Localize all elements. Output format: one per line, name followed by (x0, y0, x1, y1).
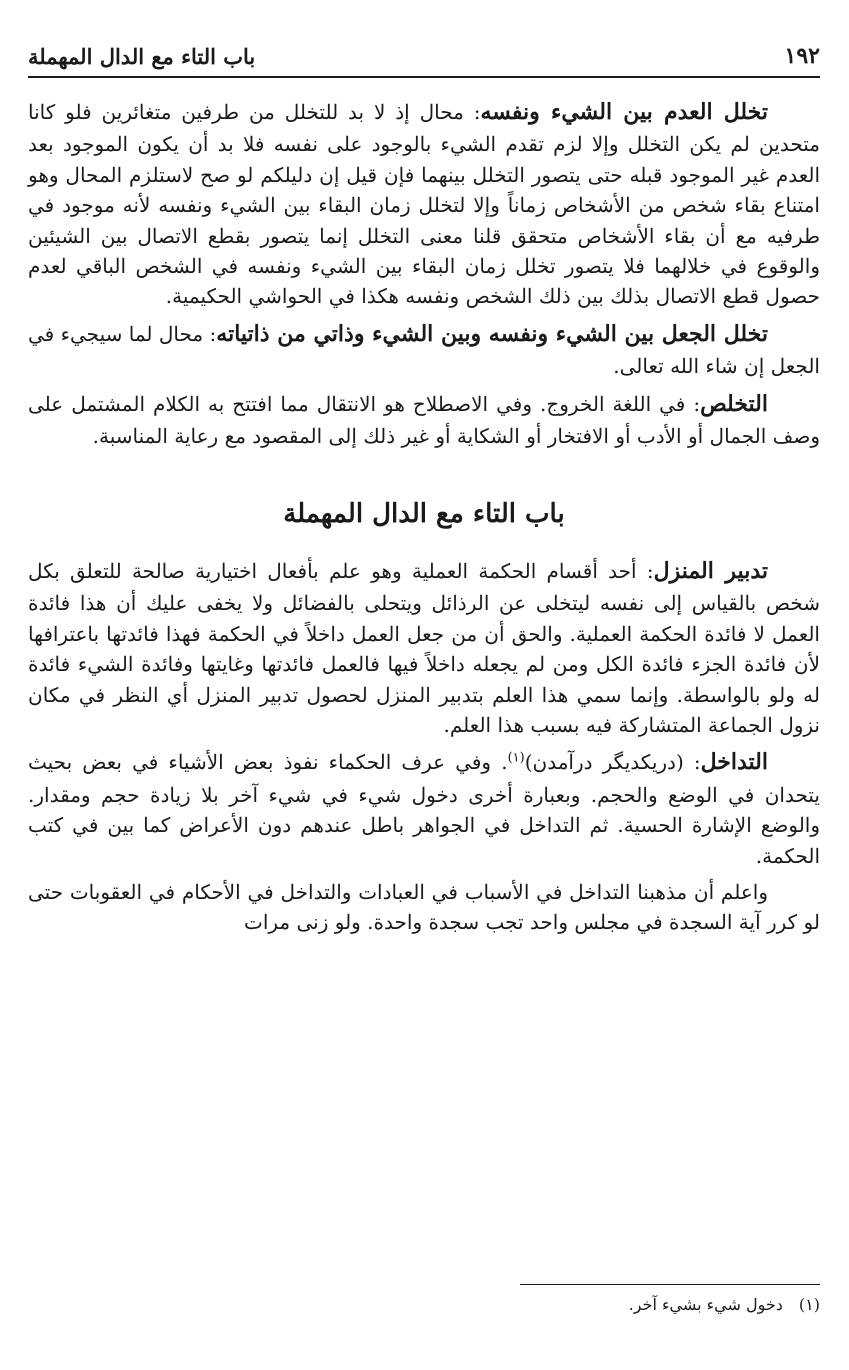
chapter-title: باب التاء مع الدال المهملة (28, 43, 256, 69)
footnote-divider (520, 1284, 820, 1285)
footnote-reference[interactable]: (١) (507, 750, 525, 766)
dictionary-entry (28, 318, 820, 382)
entry-definition: . وفي عرف الحكماء نفوذ بعض الأشياء في بعض بحيث يتحدان في الوضع والحجم. وبعبارة أخرى دخول شيء في شيء آخر بلا زيادة حجم ومقدار. والوضع الإشارة الحسية. ثم التداخل في الجواهر باطل عندهم دون الأعراض كما بين في كتب الحكمة. (28, 750, 820, 868)
entry-definition: محال إذ لا بد للتخلل من طرفين متغائرين فلو كانا متحدين لم يكن التخلل وإلا لزم تقدم الشيء بالوجود على نفسه فلا بد أن يكون الموجود بعد العدم غير الموجود قبله حتى يتصور التخلل بينهما فإن قيل إن دليلكم لو صح لاستلزم المحال وهو امتناع بقاء شخص من الأشخاص زماناً وإلا لتخلل زمان البقاء بين الشيء ونفسه لأنه موجود في طرفيه مع أن بقاء الأشخاص متحقق قلنا معنى التخلل إنما يتصور بقطع الاتصال بين الشيئين والوقوع في خلالهما فلا يتصور تخلل زمان البقاء بين الشيء ونفسه في الشخص الباقي لعدم حصول قطع الاتصال بذلك بين ذلك الشخص ونفسه هكذا في الحواشي الحكيمية. (28, 100, 820, 309)
dictionary-entry (28, 555, 820, 740)
entry-separator: : (463, 100, 481, 124)
entry-term: تدبير المنزل (653, 557, 768, 584)
footnote-item (520, 1295, 820, 1314)
page-body (28, 96, 820, 944)
closing-paragraph: واعلم أن مذهبنا التداخل في الأسباب في العبادات والتداخل في الأحكام في العقوبات حتى لو كرر آية السجدة في مجلس واحد تجب سجدة واحدة. ولو زنى مرات (28, 879, 820, 935)
page-number: ١٩٢ (784, 43, 820, 69)
entry-definition: محال لما سيجيء في الجعل إن شاء الله تعالى. (28, 321, 820, 379)
entry-separator: : (683, 750, 701, 775)
entry-separator: : (636, 558, 654, 583)
entry-term: التخلص (700, 390, 768, 417)
entry-term: التداخل (700, 749, 768, 776)
book-page (28, 28, 820, 1348)
entry-term: تخلل العدم بين الشيء ونفسه (480, 99, 768, 125)
running-header (28, 36, 820, 78)
footnote-number: (١) (798, 1295, 820, 1314)
entry-term: تخلل الجعل بين الشيء ونفسه وبين الشيء وذاتي من ذاتياته (216, 320, 768, 347)
dictionary-entry (28, 388, 820, 452)
entry-separator: : (203, 321, 217, 346)
dictionary-entry (28, 96, 820, 312)
dictionary-entry (28, 746, 820, 871)
section-heading: باب التاء مع الدال المهملة (283, 499, 565, 530)
entry-definition: أحد أقسام الحكمة العملية وهو علم بأفعال اختيارية صالحة للتعلق بكل شخص بالقياس إلى نفسه ليتخلى عن الرذائل ويتحلى بالفضائل ولا يخفى عليك أن هذا فائدة العمل لا فائدة الحكمة العملية. والحق أن من جعل العمل داخلاً في الحكمة فهذا فائدتها باعترافها لأن فائدة الجزء فائدة الكل ومن لم يجعله داخلاً فيها فالعمل فائدتها وغايتها وفائدة الشيء فائدة له ولو بالواسطة. وإنما سمي هذا العلم بتدبير المنزل لحصول تدبير المنزل أي النظر في مكان نزول الجماعة المتشاركة فيه بسبب هذا العلم. (28, 558, 820, 737)
footnotes (520, 1284, 820, 1314)
entry-persian-gloss: (دريكديگر درآمدن) (524, 750, 684, 775)
footnote-text: دخول شيء بشيء آخر. (628, 1295, 783, 1314)
entry-definition: في اللغة الخروج. وفي الاصطلاح هو الانتقال مما افتتح به الكلام المشتمل على وصف الجمال أو الأدب أو الافتخار أو الشكاية أو غير ذلك إلى المقصود مع رعاية المناسبة. (28, 391, 820, 449)
entry-separator: : (685, 391, 701, 416)
